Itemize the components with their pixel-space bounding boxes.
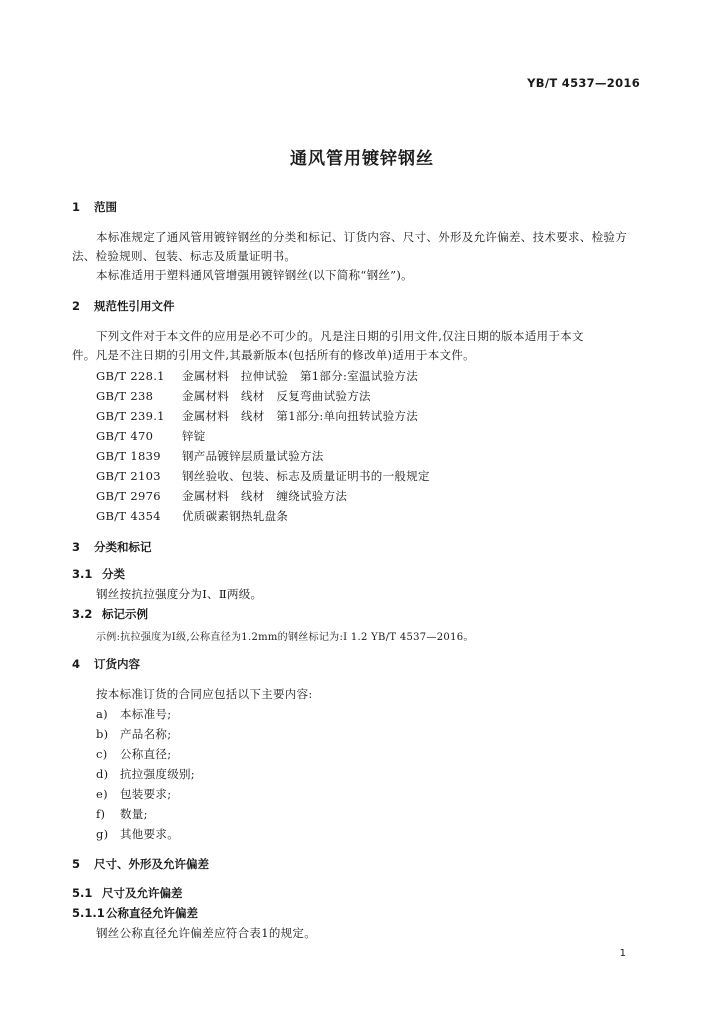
list-item <box>96 746 171 762</box>
reference-title: 优质碳素钢热轧盘条 <box>182 509 289 523</box>
reference-item <box>96 468 430 484</box>
list-item-text: 包装要求; <box>120 787 172 801</box>
reference-item <box>96 408 418 424</box>
document-title: 通风管用镀锌钢丝 <box>290 149 434 169</box>
list-marker: d) <box>96 767 109 781</box>
reference-title: 钢产品镀锌层质量试验方法 <box>182 449 324 463</box>
list-item <box>96 726 171 742</box>
subsection-number: 3.1 <box>72 567 93 581</box>
subsection-3-1-heading <box>72 566 125 582</box>
list-item <box>96 786 171 802</box>
reference-code: GB/T 470 <box>96 429 154 443</box>
marking-example: 示例:抗拉强度为Ⅰ级,公称直径为1.2mm的钢丝标记为:Ⅰ 1.2 YB/T 4537—2016。 <box>96 632 474 643</box>
reference-item <box>96 508 288 524</box>
list-item <box>96 706 171 722</box>
subsection-5-1-1-heading <box>72 905 198 921</box>
section-title: 规范性引用文件 <box>94 299 175 313</box>
subsection-number: 5.1.1 <box>72 906 105 920</box>
list-item-text: 其他要求。 <box>120 827 179 841</box>
list-marker: g) <box>96 827 109 841</box>
references-intro-line-2: 件。凡是不注日期的引用文件,其最新版本(包括所有的修改单)适用于本文件。 <box>72 348 475 362</box>
reference-code: GB/T 2103 <box>96 469 161 483</box>
section-3-heading <box>72 539 152 555</box>
diameter-tolerance-text: 钢丝公称直径允许偏差应符合表1的规定。 <box>96 926 317 940</box>
section-number: 5 <box>72 857 81 871</box>
section-4-heading <box>72 656 140 672</box>
list-marker: a) <box>96 707 108 721</box>
list-marker: b) <box>96 727 109 741</box>
subsection-title: 公称直径允许偏差 <box>106 906 198 920</box>
section-number: 1 <box>72 200 81 214</box>
order-content-intro: 按本标准订货的合同应包括以下主要内容: <box>96 687 313 701</box>
reference-code: GB/T 228.1 <box>96 369 165 383</box>
section-number: 2 <box>72 299 81 313</box>
subsection-title: 尺寸及允许偏差 <box>102 886 183 900</box>
subsection-number: 3.2 <box>72 607 93 621</box>
section-1-heading <box>72 199 117 215</box>
scope-paragraph-line-2: 法、检验规则、包装、标志及质量证明书。 <box>72 249 297 263</box>
scope-paragraph-line-1: 本标准规定了通风管用镀锌钢丝的分类和标记、订货内容、尺寸、外形及允许偏差、技术要求、检验方 <box>96 230 627 244</box>
list-marker: e) <box>96 787 108 801</box>
section-number: 3 <box>72 540 81 554</box>
section-5-heading <box>72 856 209 872</box>
list-marker: c) <box>96 747 108 761</box>
list-item-text: 公称直径; <box>120 747 172 761</box>
section-title: 分类和标记 <box>94 540 152 554</box>
reference-item <box>96 488 347 504</box>
reference-code: GB/T 238 <box>96 389 154 403</box>
reference-code: GB/T 4354 <box>96 509 161 523</box>
list-item-text: 本标准号; <box>120 707 172 721</box>
subsection-number: 5.1 <box>72 886 93 900</box>
references-intro-line-1: 下列文件对于本文件的应用是必不可少的。凡是注日期的引用文件,仅注日期的版本适用于本文 <box>96 329 584 343</box>
reference-title: 金属材料 拉伸试验 第1部分:室温试验方法 <box>182 369 418 383</box>
list-item-text: 产品名称; <box>120 727 172 741</box>
list-marker: f) <box>96 807 106 821</box>
classification-text: 钢丝按抗拉强度分为Ⅰ、Ⅱ两级。 <box>96 587 263 601</box>
section-title: 范围 <box>94 200 117 214</box>
reference-title: 钢丝验收、包装、标志及质量证明书的一般规定 <box>182 469 430 483</box>
reference-code: GB/T 2976 <box>96 489 161 503</box>
list-item-text: 抗拉强度级别; <box>120 767 195 781</box>
section-title: 尺寸、外形及允许偏差 <box>94 857 209 871</box>
standard-code-header: YB/T 4537—2016 <box>527 76 640 90</box>
reference-item <box>96 388 371 404</box>
subsection-3-2-heading <box>72 606 148 622</box>
subsection-title: 分类 <box>102 567 125 581</box>
reference-title: 金属材料 线材 第1部分:单向扭转试验方法 <box>182 409 418 423</box>
subsection-title: 标记示例 <box>102 607 148 621</box>
section-title: 订货内容 <box>94 657 140 671</box>
section-number: 4 <box>72 657 81 671</box>
list-item-text: 数量; <box>120 807 148 821</box>
page-number: 1 <box>619 948 626 959</box>
reference-item <box>96 448 324 464</box>
reference-item <box>96 428 206 444</box>
reference-title: 金属材料 线材 反复弯曲试验方法 <box>182 389 371 403</box>
list-item <box>96 806 148 822</box>
reference-code: GB/T 239.1 <box>96 409 165 423</box>
subsection-5-1-heading <box>72 885 183 901</box>
reference-title: 锌锭 <box>182 429 206 443</box>
list-item <box>96 766 195 782</box>
reference-item <box>96 368 418 384</box>
section-2-heading <box>72 298 175 314</box>
reference-title: 金属材料 线材 缠绕试验方法 <box>182 489 348 503</box>
scope-applicability: 本标准适用于塑料通风管增强用镀锌钢丝(以下简称“钢丝”)。 <box>96 268 413 282</box>
reference-code: GB/T 1839 <box>96 449 161 463</box>
list-item <box>96 826 179 842</box>
